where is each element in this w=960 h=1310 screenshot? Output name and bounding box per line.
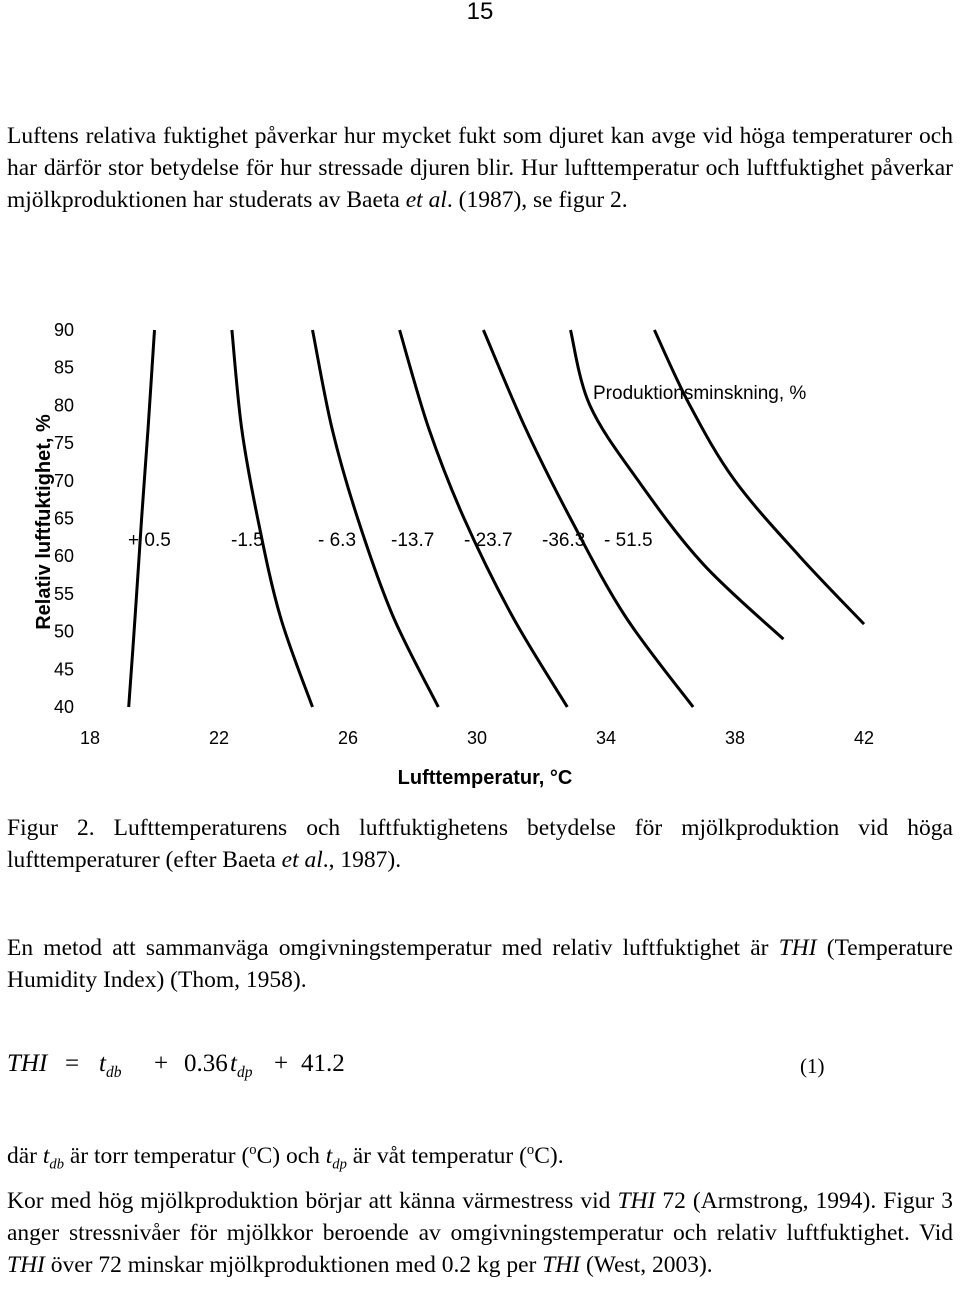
- series-label: - 23.7: [464, 530, 513, 551]
- y-tick-label: 60: [53, 546, 74, 567]
- y-tick-label: 40: [53, 697, 74, 717]
- figure-2-chart: [0, 310, 960, 805]
- equation-lhs: THI: [7, 1050, 48, 1077]
- variable-definitions: där $t_{db}$ är torr temperatur ($^o$C) och $t_{dp}$ är våt temperatur ($^o$C).: [7, 1142, 564, 1173]
- x-axis-label: Lufttemperatur, °C: [397, 767, 573, 789]
- series-label: -1.5: [231, 530, 264, 551]
- series-label: + 0.5: [128, 530, 171, 551]
- equation-constant: 41.2: [301, 1050, 345, 1077]
- x-tick-label: 38: [724, 728, 746, 748]
- series-line-1: [232, 330, 313, 707]
- y-tick-label: 50: [53, 621, 74, 642]
- x-tick-label: 26: [337, 728, 359, 748]
- series-label: - 51.5: [604, 530, 653, 551]
- y-tick-label: 45: [53, 659, 74, 680]
- series-line-3: [400, 330, 568, 707]
- y-tick-label: 70: [53, 470, 74, 491]
- equation-plus-2: +: [274, 1050, 289, 1077]
- y-tick-label: 55: [53, 583, 74, 604]
- x-tick-label: 42: [853, 728, 875, 748]
- heat-stress-paragraph: Kor med hög mjölkproduktion börjar att känna värmestress vid THI 72 (Armstrong, 1994). Figur 3 anger stressnivåer för mjölkkor beroende av omgivningstemperatur och relativ luftfuktighet. Vid THI över 72 minskar mjölkproduktionen med 0.2 kg per THI (West, 2003).: [7, 1188, 954, 1278]
- intro-paragraph: Luftens relativa fuktighet påverkar hur mycket fukt som djuret kan avge vid höga temperaturer och har därför stor betydelse för hur stressade djuren blir. Hur lufttemperatur och luftfuktighet påverkar mjölkproduktionen har studerats av Baeta et al. (1987), se figur 2.: [7, 123, 953, 213]
- y-tick-label: 90: [53, 320, 74, 340]
- equation-equals: =: [65, 1050, 80, 1077]
- equation-number: (1): [800, 1054, 825, 1078]
- equation-t-db: $t_{db}$: [99, 1050, 122, 1081]
- thi-definition-paragraph: En metod att sammanväga omgivningstemperatur med relativ luftfuktighet är THI (Temperature Humidity Index) (Thom, 1958).: [7, 935, 953, 993]
- x-tick-label: 18: [79, 728, 101, 748]
- equation-plus-1: +: [154, 1050, 169, 1077]
- series-label: - 6.3: [318, 530, 357, 551]
- y-axis-label: Relativ luftfuktighet, %: [33, 414, 55, 630]
- series-annotation: Produktionsminskning, %: [593, 383, 807, 404]
- x-tick-label: 22: [208, 728, 230, 748]
- thi-equation: [7, 1050, 953, 1090]
- page-number: 15: [466, 0, 494, 25]
- series-label: -13.7: [391, 530, 435, 551]
- figure-caption: Figur 2. Lufttemperaturens och luftfuktighetens betydelse för mjölkproduktion vid höga lufttemperaturer (efter Baeta et al., 1987).: [7, 815, 953, 873]
- y-tick-label: 65: [53, 508, 74, 529]
- y-tick-label: 75: [53, 433, 74, 454]
- x-tick-label: 34: [595, 728, 617, 748]
- series-line-6: [654, 330, 864, 624]
- series-line-2: [313, 330, 439, 707]
- equation-t-dp: $t_{dp}$: [230, 1050, 253, 1081]
- x-tick-label: 30: [466, 728, 488, 748]
- y-tick-label: 80: [53, 395, 74, 416]
- equation-coefficient: 0.36: [184, 1050, 228, 1077]
- series-label: -36.3: [542, 530, 586, 551]
- series-line-0: [129, 330, 155, 707]
- y-tick-label: 85: [53, 357, 74, 378]
